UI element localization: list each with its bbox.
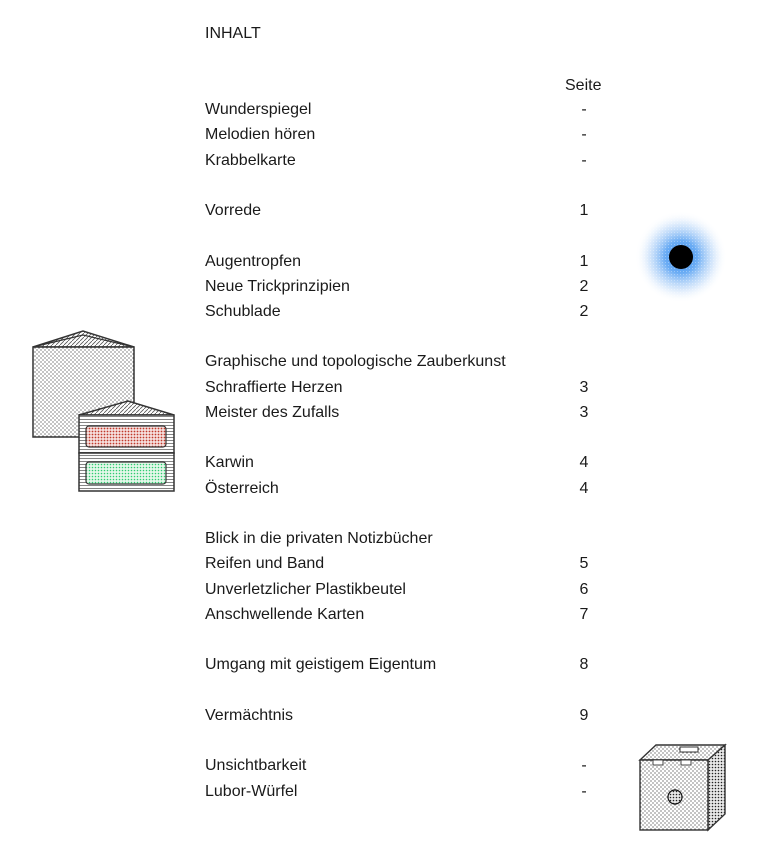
toc-entry-label: Umgang mit geistigem Eigentum (205, 656, 437, 673)
page-title: INHALT (205, 25, 261, 42)
toc-entry-page: 3 (579, 404, 589, 421)
toc-entry-label: Krabbelkarte (205, 152, 296, 169)
toc-entry-label: Melodien hören (205, 126, 316, 143)
toc-entry (205, 126, 605, 148)
toc-entry-label: Graphische und topologische Zauberkunst (205, 353, 506, 370)
toc-entry (205, 404, 605, 426)
toc-entry-label: Meister des Zufalls (205, 404, 340, 421)
toc-entry-label: Österreich (205, 480, 279, 497)
toc-entry (205, 707, 605, 729)
toc-entry-page: 7 (579, 606, 589, 623)
toc-entry (205, 783, 605, 805)
toc-entry-label: Unverletzlicher Plastikbeutel (205, 581, 406, 598)
toc-entry-page: 4 (579, 454, 589, 471)
toc-entry-label: Wunderspiegel (205, 101, 312, 118)
toc-entry-page: - (581, 126, 587, 143)
toc-entry (205, 379, 605, 401)
toc-entry (205, 555, 605, 577)
toc-entry-label: Karwin (205, 454, 254, 471)
toc-entry-label: Unsichtbarkeit (205, 757, 307, 774)
toc-entry-label: Vorrede (205, 202, 262, 219)
toc-entry-page: 4 (579, 480, 589, 497)
toc-entry-page: - (581, 783, 587, 800)
toc-entry-label: Reifen und Band (205, 555, 325, 572)
toc-entry-page: - (581, 152, 587, 169)
toc-entry (205, 202, 605, 224)
toc-entry (205, 454, 605, 476)
toc-entry-label: Schraffierte Herzen (205, 379, 343, 396)
dotted-cube-icon (636, 742, 730, 836)
toc-entry-page: 2 (579, 278, 589, 295)
toc-entry-page: 6 (579, 581, 589, 598)
toc-entry-label: Schublade (205, 303, 281, 320)
toc-entry (205, 757, 605, 779)
toc-entry-page: 1 (579, 253, 589, 270)
toc-entry-label: Vermächtnis (205, 707, 294, 724)
toc-entry-page: 5 (579, 555, 589, 572)
toc-entry (205, 253, 605, 275)
toc-entry (205, 480, 605, 502)
glow-dot-icon (634, 210, 728, 304)
toc-entry-page: - (581, 101, 587, 118)
toc-entry (205, 101, 605, 123)
toc-entry-page: 8 (579, 656, 589, 673)
toc-entry (205, 303, 605, 325)
page-column-header: Seite (565, 77, 602, 94)
toc-entry-label: Neue Trickprinzipien (205, 278, 350, 295)
toc-entry (205, 581, 605, 603)
toc-entry-label: Lubor-Würfel (205, 783, 298, 800)
toc-entry-label: Anschwellende Karten (205, 606, 365, 623)
toc-entry-page: 3 (579, 379, 589, 396)
toc-entry-page: - (581, 757, 587, 774)
toc-entry-label: Augentropfen (205, 253, 302, 270)
envelopes-icon (28, 325, 178, 495)
toc-entry (205, 656, 605, 678)
toc-entry-page: 2 (579, 303, 589, 320)
toc-section-heading (205, 353, 605, 375)
toc-entry-label: Blick in die privaten Notizbücher (205, 530, 433, 547)
toc-section-heading (205, 530, 605, 552)
toc-entry (205, 152, 605, 174)
toc-entry-page: 9 (579, 707, 589, 724)
toc-entry (205, 278, 605, 300)
toc-entry (205, 606, 605, 628)
toc-entry-page: 1 (579, 202, 589, 219)
